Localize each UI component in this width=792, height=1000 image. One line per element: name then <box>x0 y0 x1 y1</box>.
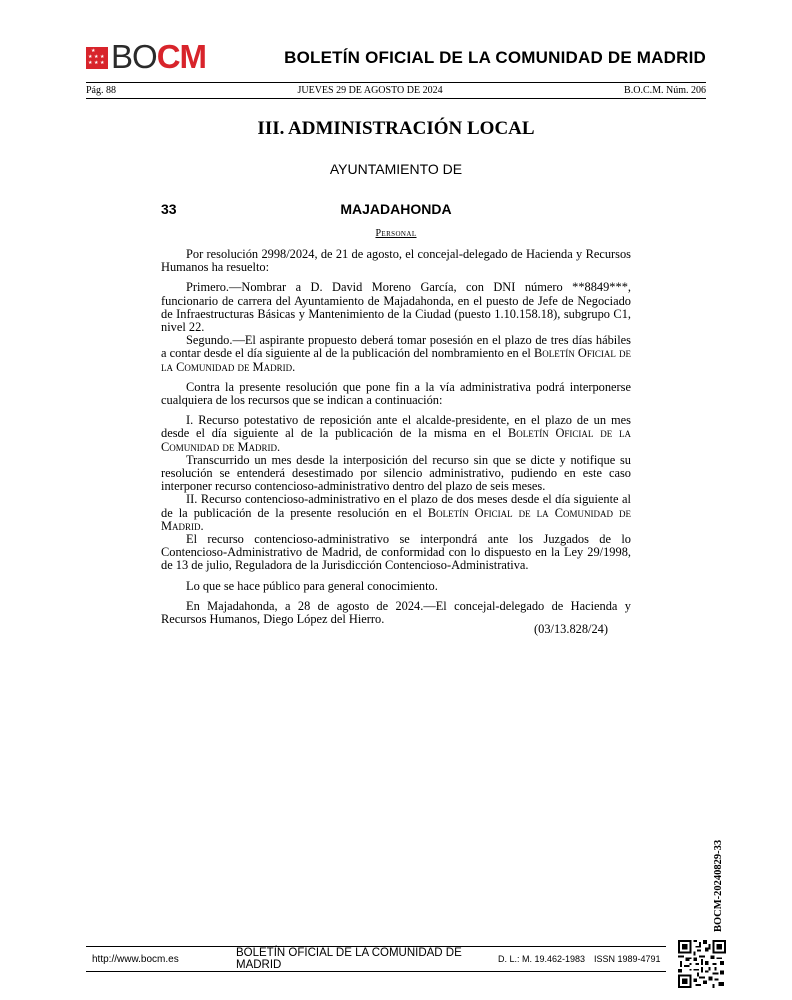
entry-number: 33 <box>161 201 177 217</box>
paragraph: Contra la presente resolución que pone fin a la vía administrativa podrá interponerse cualquiera de los recursos que se indican a continuación: <box>161 379 631 408</box>
gazette-name: Boletín Oficial de la Comunidad de Madrid <box>161 505 631 533</box>
side-document-code: BOCM-20240829-33 <box>713 839 724 932</box>
paragraph-text: Segundo.—El aspirante propuesto deberá tomar posesión en el plazo de tres días hábiles a contar desde el día siguiente al de la publicación del nombramiento en el <box>161 333 631 361</box>
paragraph <box>161 493 631 533</box>
footer <box>86 946 666 972</box>
page-number: Pág. 88 <box>86 85 116 96</box>
paragraph: Primero.—Nombrar a D. David Moreno García, con DNI número **8849***, funcionario de carrera del Ayuntamiento de Majadahonda, en el puesto de Jefe de Negociado de Infraestructuras Básicas y Mantenimiento de la Ciudad (puesto 1.10.158.18), subgrupo C1, nivel 22. <box>161 280 631 335</box>
paragraph: Lo que se hace público para general conocimiento. <box>186 578 438 593</box>
logo-text <box>111 38 207 75</box>
issue-date: JUEVES 29 DE AGOSTO DE 2024 <box>297 85 443 96</box>
issue-number: B.O.C.M. Núm. 206 <box>624 85 706 96</box>
paragraph: En Majadahonda, a 28 de agosto de 2024.—El concejal-delegado de Hacienda y Recursos Humanos, Diego López del Hierro. <box>161 598 631 627</box>
gazette-name: Boletín Oficial de la Comunidad de Madrid <box>161 346 631 374</box>
header-divider <box>86 82 706 83</box>
paragraph-text: I. Recurso potestativo de reposición ante el alcalde-presidente, en el plazo de un mes desde el día siguiente al de la publicación de la misma en el <box>161 413 631 441</box>
section-title: III. ADMINISTRACIÓN LOCAL <box>257 118 535 139</box>
paragraph-text: . <box>276 439 281 454</box>
paragraph: Transcurrido un mes desde la interposición del recurso sin que se dicte y notifique su resolución se entenderá desestimado por silencio administrativo, pudiendo en este caso interponer recurso contencioso-administrativo dentro del plazo de seis meses. <box>161 452 631 494</box>
meta-divider <box>86 98 706 99</box>
gazette-name: Boletín Oficial de la Comunidad de Madrid <box>161 426 631 454</box>
qr-code-icon <box>678 940 726 988</box>
legal-deposit: D. L.: M. 19.462-1983 <box>498 954 586 964</box>
issn: ISSN 1989-4791 <box>594 954 661 964</box>
document-body <box>161 248 631 626</box>
paragraph: Por resolución 2998/2024, de 21 de agosto, el concejal-delegado de Hacienda y Recursos Humanos ha resuelto: <box>161 247 631 275</box>
paragraph <box>161 414 631 454</box>
header-title: BOLETÍN OFICIAL DE LA COMUNIDAD DE MADRID <box>284 48 706 67</box>
bocm-logo <box>86 38 207 75</box>
madrid-flag-icon: ★ ★ ★ ★ ★ ★ ★ <box>86 47 108 69</box>
reference-code: (03/13.828/24) <box>534 622 608 636</box>
paragraph-text: . <box>292 359 296 374</box>
entry-category: Personal <box>375 228 417 239</box>
paragraph <box>161 334 631 374</box>
entry-name: MAJADAHONDA <box>340 201 452 217</box>
logo-text-cm: CM <box>156 38 207 75</box>
section-subtitle: AYUNTAMIENTO DE <box>329 161 463 177</box>
logo-text-bo: BO <box>111 38 157 75</box>
paragraph-text: . <box>200 518 204 533</box>
footer-title: BOLETÍN OFICIAL DE LA COMUNIDAD DE MADRID <box>236 947 462 971</box>
meta-row <box>86 85 706 96</box>
footer-url-link[interactable]: http://www.bocm.es <box>92 953 179 965</box>
paragraph-text: II. Recurso contencioso-administrativo en el plazo de dos meses desde el día siguiente al de la publicación de la presente resolución en el <box>161 492 631 520</box>
paragraph: El recurso contencioso-administrativo se interpondrá ante los Juzgados de lo Contencioso-Administrativo de Madrid, de conformidad con lo dispuesto en la Ley 29/1998, de 13 de julio, Reguladora de la Jurisdicción Contencioso-Administrativa. <box>161 532 631 573</box>
